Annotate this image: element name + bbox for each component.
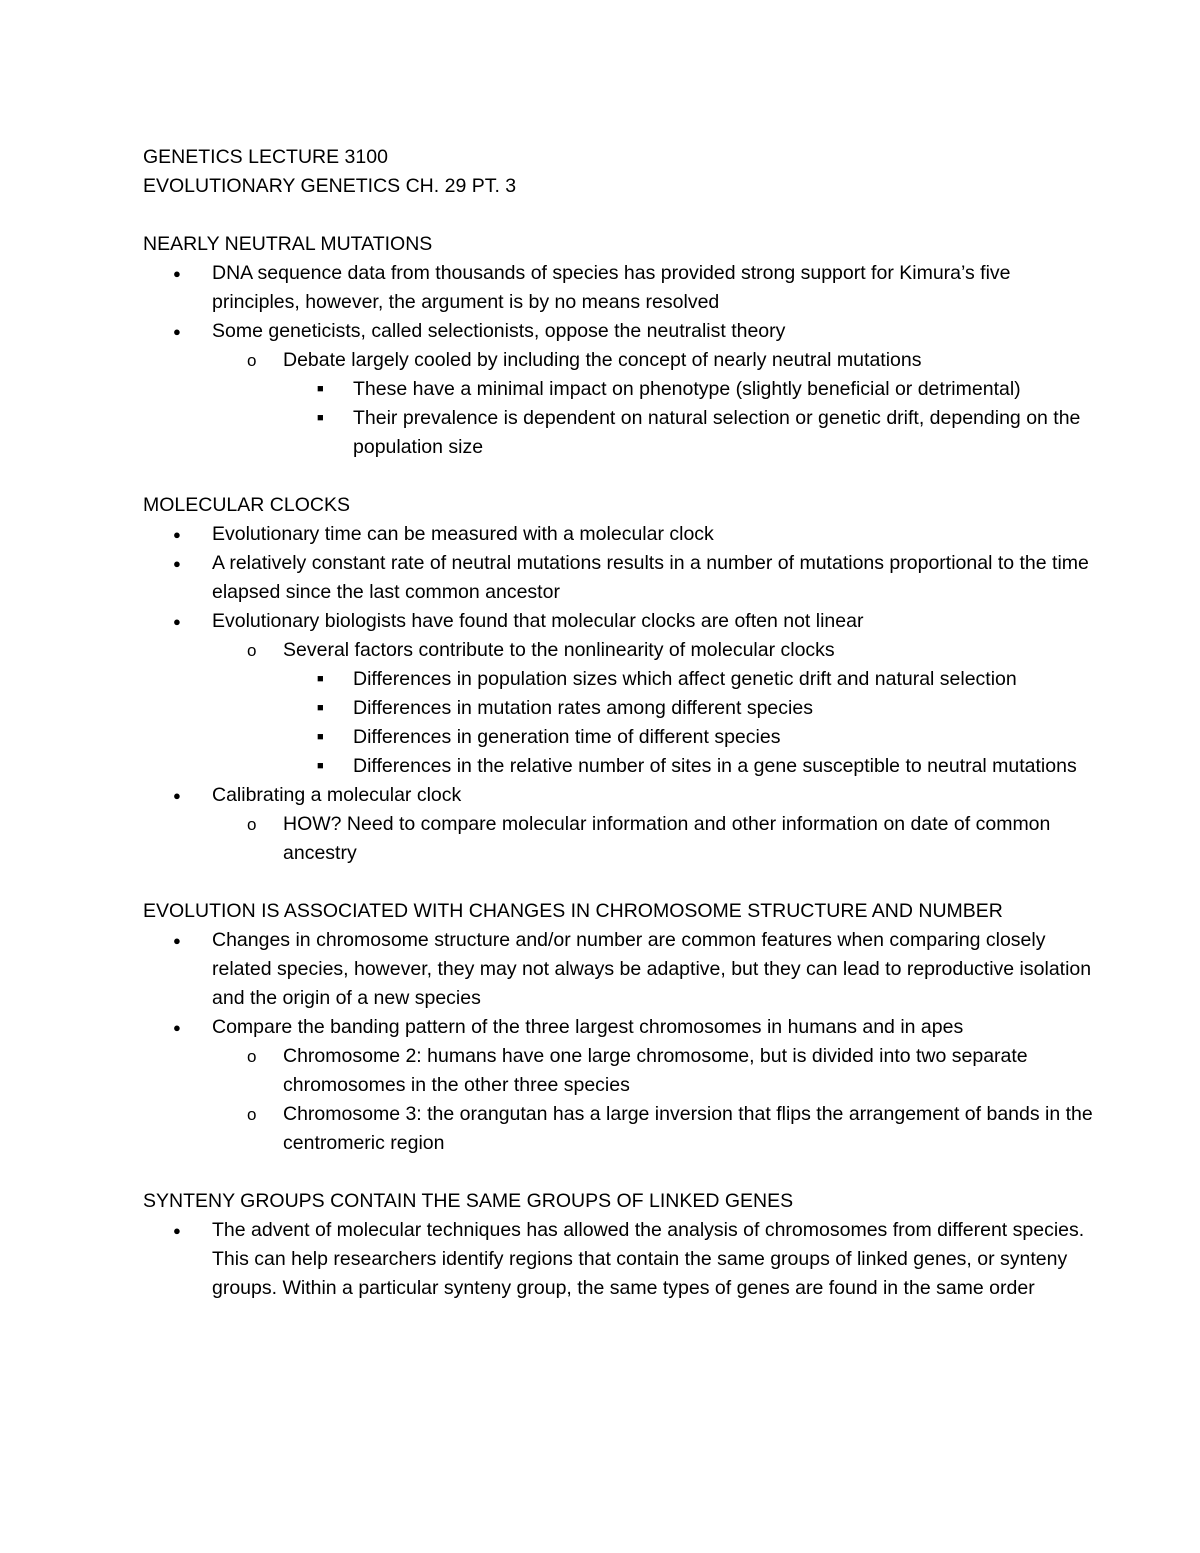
list-item: ● Some geneticists, called selectionists, oppose the neutralist theory <box>143 317 1100 346</box>
list-item: ■ Differences in mutation rates among different species <box>143 694 1100 723</box>
circle-bullet-icon: o <box>247 815 257 834</box>
square-bullet-icon: ■ <box>317 760 324 772</box>
bullet-icon: ● <box>173 788 181 803</box>
bullet-icon: ● <box>173 933 181 948</box>
list-item: ■ Their prevalence is dependent on natural selection or genetic drift, depending on the population size <box>143 404 1100 462</box>
square-bullet-icon: ■ <box>317 383 324 395</box>
document-title-line-2: EVOLUTIONARY GENETICS CH. 29 PT. 3 <box>143 175 517 197</box>
spacer <box>143 201 1100 230</box>
circle-bullet-icon: o <box>247 351 257 370</box>
list-item: ● A relatively constant rate of neutral mutations results in a number of mutations proportional to the time elapsed since the last common ancestor <box>143 549 1100 607</box>
section-heading: EVOLUTION IS ASSOCIATED WITH CHANGES IN CHROMOSOME STRUCTURE AND NUMBER <box>143 900 1003 922</box>
circle-bullet-icon: o <box>247 641 257 660</box>
section-heading: MOLECULAR CLOCKS <box>143 494 350 516</box>
bullet-icon: ● <box>173 324 181 339</box>
square-bullet-icon: ■ <box>317 731 324 743</box>
circle-bullet-icon: o <box>247 1047 257 1066</box>
document-title-line-1: GENETICS LECTURE 3100 <box>143 146 388 168</box>
list-item: ■ Differences in generation time of different species <box>143 723 1100 752</box>
bullet-icon: ● <box>173 527 181 542</box>
square-bullet-icon: ■ <box>317 702 324 714</box>
list-item: ● Evolutionary time can be measured with a molecular clock <box>143 520 1100 549</box>
square-bullet-icon: ■ <box>317 673 324 685</box>
spacer <box>143 868 1100 897</box>
bullet-icon: ● <box>173 1223 181 1238</box>
section-heading: SYNTENY GROUPS CONTAIN THE SAME GROUPS OF LINKED GENES <box>143 1190 794 1212</box>
list-item: ● Evolutionary biologists have found that molecular clocks are often not linear <box>143 607 1100 636</box>
bullet-icon: ● <box>173 614 181 629</box>
bullet-icon: ● <box>173 1020 181 1035</box>
spacer <box>143 462 1100 491</box>
bullet-icon: ● <box>173 556 181 571</box>
list-item: o Chromosome 3: the orangutan has a large inversion that flips the arrangement of bands in the centromeric region <box>143 1100 1100 1158</box>
bullet-icon: ● <box>173 266 181 281</box>
list-item: o HOW? Need to compare molecular information and other information on date of common ancestry <box>143 810 1100 868</box>
circle-bullet-icon: o <box>247 1105 257 1124</box>
list-item: ● Compare the banding pattern of the three largest chromosomes in humans and in apes <box>143 1013 1100 1042</box>
section-heading: NEARLY NEUTRAL MUTATIONS <box>143 233 433 255</box>
list-item: ● Changes in chromosome structure and/or number are common features when comparing closely related species, however, they may not always be adaptive, but they can lead to reproductive isolation and the origin of a new species <box>143 926 1100 1013</box>
list-item: o Chromosome 2: humans have one large chromosome, but is divided into two separate chromosomes in the other three species <box>143 1042 1100 1100</box>
list-item: ● DNA sequence data from thousands of species has provided strong support for Kimura’s five principles, however, the argument is by no means resolved <box>143 259 1100 317</box>
list-item: o Debate largely cooled by including the concept of nearly neutral mutations <box>143 346 1100 375</box>
list-item: ■ Differences in the relative number of sites in a gene susceptible to neutral mutations <box>143 752 1100 781</box>
list-item: ■ These have a minimal impact on phenotype (slightly beneficial or detrimental) <box>143 375 1100 404</box>
list-item: ● Calibrating a molecular clock <box>143 781 1100 810</box>
spacer <box>143 1158 1100 1187</box>
square-bullet-icon: ■ <box>317 412 324 424</box>
list-item: ■ Differences in population sizes which affect genetic drift and natural selection <box>143 665 1100 694</box>
list-item: o Several factors contribute to the nonlinearity of molecular clocks <box>143 636 1100 665</box>
list-item: ● The advent of molecular techniques has allowed the analysis of chromosomes from different species. This can help researchers identify regions that contain the same groups of linked genes, or synteny groups. Within a particular synteny group, the same types of genes are found in the same order <box>143 1216 1100 1303</box>
